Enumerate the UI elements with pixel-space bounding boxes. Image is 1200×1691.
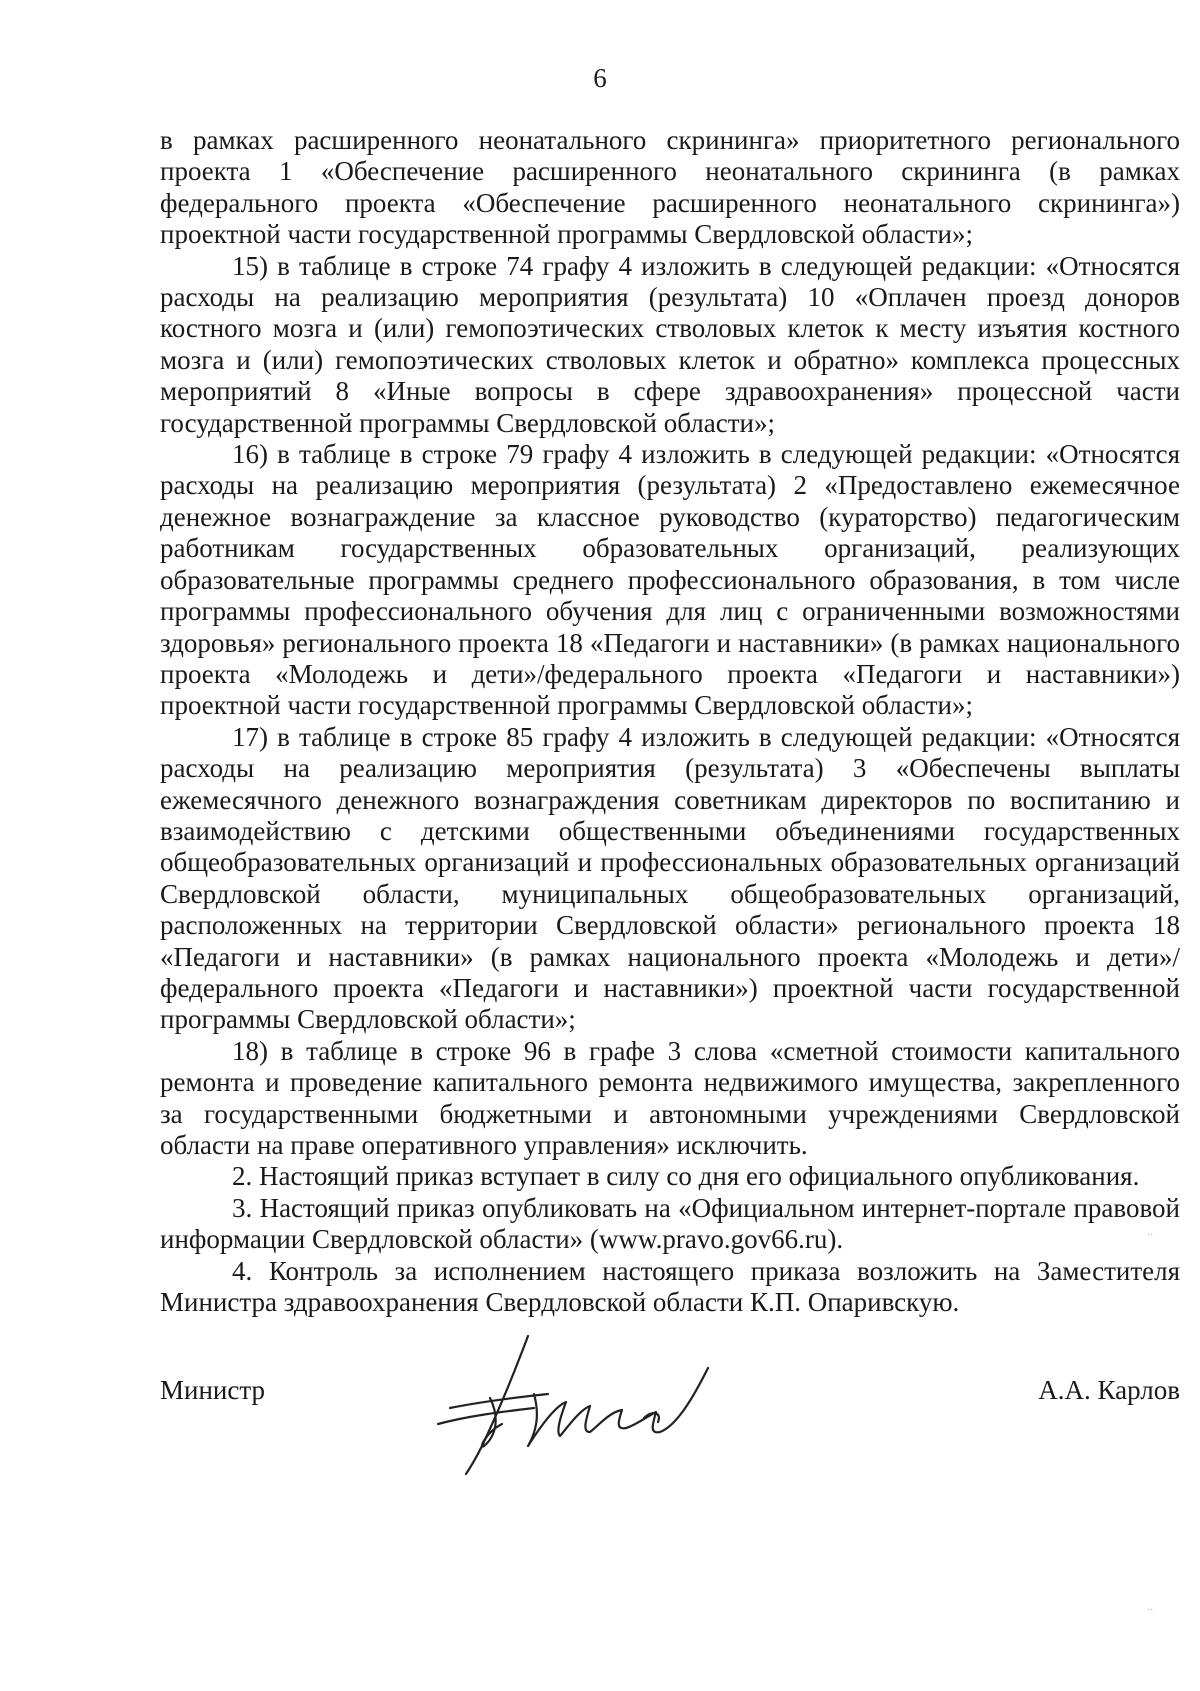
scan-artifact: ‧· — [1147, 1605, 1154, 1616]
paragraph-continuation: в рамках расширенного неонатального скрининга» приоритетного регионального проекта 1 «Обеспечение расширенного неонатального скрининга (в рамках федерального проекта «Обеспечение расширенного неонатального скрининга») проектной части государственной программы Свердловской области»; — [160, 125, 1180, 250]
signatory-name: А.А. Карлов — [1038, 1375, 1180, 1405]
scan-artifact: ·‧ — [1147, 1230, 1154, 1241]
paragraph-item-16: 16) в таблице в строке 79 графу 4 изложить в следующей редакции: «Относятся расходы на реализацию мероприятия (результата) 2 «Предоставлено ежемесячное денежное вознаграждение за классное руководство (кураторство) педагогическим работникам государственных образовательных организаций, реализующих образовательные программы среднего профессионального образования, в том числе программы профессионального обучения для лиц с ограниченными возможностями здоровья» регионального проекта 18 «Педагоги и наставники» (в рамках национального проекта «Молодежь и дети»/федерального проекта «Педагоги и наставники») проектной части государственной программы Свердловской области»; — [160, 439, 1180, 721]
handwritten-signature — [430, 1328, 720, 1478]
paragraph-item-17: 17) в таблице в строке 85 графу 4 изложить в следующей редакции: «Относятся расходы на реализацию мероприятия (результата) 3 «Обеспечены выплаты ежемесячного денежного вознаграждения советникам директоров по воспитанию и взаимодействию с детскими общественными объединениями государственных общеобразовательных организаций и профессиональных образовательных организаций Свердловской области, муниципальных общеобразовательных организаций, расположенных на территории Свердловской области» регионального проекта 18 «Педагоги и наставники» (в рамках национального проекта «Молодежь и дети»/федерального проекта «Педагоги и наставники») проектной части государственной программы Свердловской области»; — [160, 721, 1180, 1035]
paragraph-item-18: 18) в таблице в строке 96 в графе 3 слова «сметной стоимости капитального ремонта и проведение капитального ремонта недвижимого имущества, закрепленного за государственными бюджетными и автономными учреждениями Свердловской области на праве оперативного управления» исключить. — [160, 1035, 1180, 1160]
document-body — [160, 125, 1180, 1318]
paragraph-clause-3: 3. Настоящий приказ опубликовать на «Официальном интернет-портале правовой информации Свердловской области» (www.pravo.gov66.ru). — [160, 1192, 1180, 1255]
signatory-position: Министр — [160, 1375, 265, 1405]
page-number: 6 — [593, 63, 607, 93]
paragraph-clause-2: 2. Настоящий приказ вступает в силу со дня его официального опубликования. — [232, 1161, 1140, 1192]
paragraph-clause-4: 4. Контроль за исполнением настоящего приказа возложить на Заместителя Министра здравоохранения Свердловской области К.П. Опаривскую. — [160, 1255, 1180, 1318]
paragraph-item-15: 15) в таблице в строке 74 графу 4 изложить в следующей редакции: «Относятся расходы на реализацию мероприятия (результата) 10 «Оплачен проезд доноров костного мозга и (или) гемопоэтических стволовых клеток к месту изъятия костного мозга и (или) гемопоэтических стволовых клеток и обратно» комплекса процессных мероприятий 8 «Иные вопросы в сфере здравоохранения» процессной части государственной программы Свердловской области»; — [160, 250, 1180, 438]
